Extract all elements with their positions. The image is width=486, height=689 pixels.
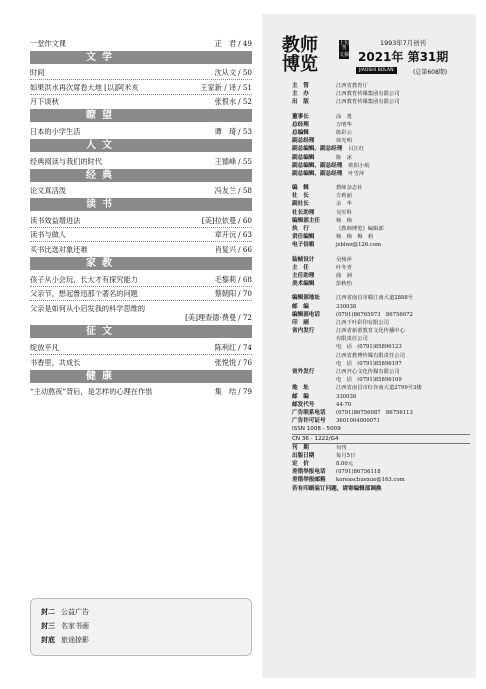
- info-value: 欧阳小航: [348, 162, 370, 169]
- info-row: [292, 137, 470, 145]
- toc-entry-title: 父亲是如何从小启发我的科学思维的: [30, 304, 146, 313]
- toc-entry[interactable]: [30, 126, 252, 136]
- info-label: 编辑部地址: [292, 295, 320, 302]
- info-value: koreaschuexue@163.com: [336, 477, 405, 484]
- toc-entry-author: 蔡朝阳 / 70: [214, 289, 252, 299]
- info-row: [292, 280, 470, 288]
- info-label: CN 36 - 1222/G4: [292, 435, 339, 442]
- toc-entry-page: / 66: [238, 244, 252, 254]
- toc-entry-author: 集 结 / 79: [214, 387, 252, 397]
- info-label: 副总编辑、副总经理: [292, 170, 343, 177]
- info-value: 徐光明: [336, 138, 352, 145]
- cover-item: [41, 605, 241, 619]
- info-value: 江西开心文化传媒有限公司: [336, 369, 400, 375]
- toc-entry-title: 书香里，共成长: [30, 358, 81, 367]
- logo-line-2: 博览: [282, 54, 318, 75]
- info-row: [292, 145, 470, 153]
- toc-entry[interactable]: [30, 274, 252, 284]
- toc-entry-title: 读书效益增进法: [30, 216, 81, 225]
- toc-entry-author: 冯友兰 / 58: [214, 186, 252, 196]
- info-value: 曲 洲: [336, 272, 352, 279]
- info-row: [292, 343, 470, 351]
- info-label: 社 长: [292, 193, 309, 200]
- info-label: [292, 360, 336, 368]
- info-value: 陈 冰: [336, 154, 352, 161]
- toc-entry-title: 经典阅读与我们的时代: [30, 157, 102, 166]
- toc-entry[interactable]: [30, 215, 252, 225]
- info-label: 副总经理: [292, 138, 315, 145]
- toc-entry-title: 时间: [30, 69, 45, 78]
- cover-label: 封三: [41, 622, 55, 630]
- info-label: 副总编辑、副总经理: [292, 146, 343, 153]
- info-label: 总编辑: [292, 129, 309, 136]
- section-header: 瞭望: [30, 109, 252, 122]
- total-issue: (总第608期): [413, 69, 448, 76]
- toc-entry[interactable]: [30, 156, 252, 166]
- info-label: 刊 期: [292, 444, 309, 451]
- toc-entry-title: 如果洪水再次席卷大地 [以]阿米亥: [30, 83, 139, 92]
- info-value: 江西省教博传媒有限责任公司: [336, 352, 405, 359]
- toc-entry-page: / 76: [238, 357, 252, 367]
- toc-entry-author: [美]拉依曼 / 60: [201, 215, 252, 225]
- info-label: 邮 编: [292, 393, 309, 400]
- toc-entry[interactable]: [30, 244, 252, 254]
- masthead-panel: [262, 14, 476, 678]
- info-row: [292, 360, 470, 368]
- info-value: 44-70: [336, 401, 352, 408]
- info-label: 广告许可证号: [292, 418, 326, 425]
- dotted-divider: [30, 94, 252, 95]
- info-value: (0791)86765973 86756072: [336, 311, 413, 318]
- info-row: [292, 376, 470, 384]
- info-label: 若有印刷装订问题，请寄编辑部调换: [292, 485, 382, 492]
- pinyin-title: JIAOSHI BOLAN: [356, 67, 397, 74]
- info-value: 《教师博览》编辑部: [336, 226, 384, 232]
- section-header: 家教: [30, 257, 252, 270]
- info-row: [292, 113, 470, 121]
- info-row: [292, 217, 470, 225]
- toc-entry-author: 王德峰 / 55: [214, 156, 252, 166]
- info-value: 叶雪萍: [348, 170, 365, 177]
- toc-entry-title: 论文真活泼: [30, 187, 66, 196]
- toc-entry-title: 绽放平凡: [30, 343, 59, 352]
- info-value: 江西省教育厅: [336, 83, 368, 89]
- info-row: [292, 162, 470, 170]
- info-row: [292, 368, 470, 376]
- info-row: [292, 303, 470, 311]
- info-label: ISSN 1008 - 5009: [292, 426, 341, 433]
- edition-tag-bottom: 文摘: [339, 52, 350, 58]
- cover-label: 封二: [41, 608, 55, 616]
- info-label: 编 辑: [292, 185, 309, 192]
- info-value: 电 话 (0791)85896109: [336, 377, 402, 384]
- info-value: 陈彩云: [336, 129, 352, 136]
- info-value: 涂 勇: [336, 113, 352, 120]
- info-value: 江西千叶彩印有限公司: [336, 319, 389, 326]
- info-value: 江西省南昌市红谷南大道2799号3楼: [336, 385, 422, 392]
- founded-date: 1993年7月创刊: [380, 39, 426, 47]
- info-row: [292, 184, 470, 192]
- dotted-divider: [30, 300, 252, 301]
- info-row: [292, 384, 470, 392]
- section-header: 经典: [30, 169, 252, 182]
- section-header: 读书: [30, 198, 252, 211]
- info-label: 邮发代号: [292, 401, 315, 408]
- info-row: [292, 452, 470, 460]
- cover-text: 名家书画: [61, 622, 89, 630]
- info-label: 副总编辑: [292, 154, 315, 161]
- toc-entry-title: 孩子从小会玩，长大才有探究能力: [30, 275, 138, 284]
- info-label: 差错举报电话: [292, 469, 326, 476]
- info-row: [292, 272, 470, 280]
- info-row: [292, 460, 470, 468]
- info-value: 3601004000071: [336, 418, 380, 425]
- info-value: 江西省新蕾教育文化传播中心: [336, 328, 405, 335]
- info-label: 责任编辑: [292, 234, 315, 241]
- info-label: 主任助理: [292, 272, 315, 279]
- info-label: 编辑部主任: [292, 217, 320, 224]
- info-value: 吕江红: [348, 146, 365, 153]
- info-row: [292, 335, 470, 343]
- toc-entry-page: / 68: [238, 274, 252, 284]
- info-row: [292, 468, 470, 476]
- toc-entry-author: [美]理查德·费曼 / 72: [185, 313, 252, 323]
- magazine-logo: [282, 36, 318, 74]
- info-label: [292, 352, 336, 360]
- toc-entry-title: 月下谈秋: [30, 98, 59, 107]
- info-label: 定 价: [292, 461, 309, 468]
- info-row: [292, 225, 470, 233]
- toc-entry[interactable]: [30, 303, 252, 313]
- cover-text: 公益广告: [61, 608, 89, 616]
- cover-item: [41, 633, 241, 647]
- toc-entry-author: 章开沅 / 63: [214, 230, 252, 240]
- info-value: 江西省南昌市赣江南大道2888号: [336, 295, 414, 302]
- info-row: [292, 319, 470, 327]
- info-value: 余 华: [336, 201, 352, 208]
- info-value: 叶冬青: [336, 264, 352, 271]
- toc-entry-title: 日本的小学生活: [30, 127, 81, 136]
- info-value: 杨 梅 梅 莉: [336, 234, 374, 241]
- info-label: 董事长: [292, 113, 309, 120]
- toc-entry-page: / 53: [238, 126, 252, 136]
- info-row: [292, 121, 470, 129]
- issue-number: 2021年 第31期: [358, 50, 449, 64]
- toc-entry[interactable]: [30, 82, 252, 92]
- info-label: 电子信箱: [292, 242, 315, 249]
- info-value: (0791)86756118: [336, 469, 381, 476]
- info-row: [292, 401, 470, 409]
- toc-entry-author: 陈利红 / 74: [214, 342, 252, 352]
- info-label: 主 办: [292, 91, 309, 98]
- info-row: [292, 352, 470, 360]
- dotted-divider: [30, 241, 252, 242]
- table-of-contents: [30, 38, 252, 396]
- info-row: [292, 485, 470, 493]
- toc-entry-page: / 60: [238, 215, 252, 225]
- info-row: [292, 444, 470, 452]
- info-value: 杨 梅: [336, 217, 352, 224]
- info-row: [292, 264, 470, 272]
- info-label: 美术编辑: [292, 281, 315, 288]
- info-label: 印 刷: [292, 319, 309, 326]
- info-row: [292, 209, 470, 217]
- section-header: 人文: [30, 139, 252, 152]
- logo-line-1: 教师: [282, 35, 318, 56]
- info-row: [292, 90, 470, 98]
- toc-entry-author: 张恨水 / 52: [214, 97, 252, 107]
- info-row: [292, 393, 470, 401]
- info-value: 方莉丽: [336, 193, 352, 200]
- toc-entry-page: / 72: [238, 313, 252, 323]
- info-label: [292, 343, 336, 351]
- info-value: jsblwz@126.com: [336, 242, 382, 249]
- info-row: [292, 82, 470, 90]
- toc-entry[interactable]: [30, 97, 252, 107]
- info-value: 江西教育传媒集团有限公司: [336, 99, 400, 106]
- info-value: 旬刊: [336, 444, 347, 451]
- toc-entry-title: 父亲节，想起鲁迅那个著名的问题: [30, 290, 138, 299]
- info-label: 副总编辑、副总经理: [292, 162, 343, 169]
- toc-entry-page: / 63: [238, 230, 252, 240]
- info-label: 执 行: [292, 226, 309, 232]
- info-value: 万明华: [336, 121, 352, 128]
- toc-entry-page: / 52: [238, 97, 252, 107]
- info-value: 电 话 (0791)85896123: [336, 344, 402, 351]
- toc-entry[interactable]: [30, 342, 252, 352]
- toc-entry-author: 沈从文 / 50: [214, 68, 252, 78]
- toc-entry-title: 一堂作文课: [30, 39, 66, 48]
- info-label: 省外发行: [292, 369, 315, 375]
- info-label: 装帧设计: [292, 256, 315, 263]
- info-value: 彭秋怡: [336, 281, 352, 288]
- toc-entry-page: / 74: [238, 342, 252, 352]
- info-label: [292, 335, 336, 343]
- toc-entry-author: 王家新 / 译 / 51: [200, 82, 252, 92]
- dotted-divider: [30, 227, 252, 228]
- info-row: [292, 192, 470, 200]
- toc-entry-page: / 79: [238, 387, 252, 397]
- info-row: [292, 233, 470, 241]
- dotted-divider: [30, 286, 252, 287]
- section-header: 文学: [30, 51, 252, 64]
- toc-entry-title: “主动熬夜”背后，是怎样的心理在作祟: [30, 388, 153, 397]
- toc-entry[interactable]: [30, 68, 252, 78]
- info-row: [292, 241, 470, 249]
- info-row: [292, 476, 470, 484]
- dotted-divider: [30, 354, 252, 355]
- toc-entry-page: / 55: [238, 156, 252, 166]
- info-value: 教师杂志社: [336, 185, 363, 192]
- info-label: 主 管: [292, 83, 309, 89]
- info-value: (0791)86756087 86756113: [336, 409, 413, 416]
- toc-entry-author: 正 君 / 49: [214, 38, 252, 48]
- info-row: [292, 170, 470, 178]
- info-label: 出 版: [292, 99, 309, 106]
- info-row: [292, 200, 470, 208]
- info-label: 编辑部电话: [292, 311, 320, 318]
- toc-entry-author: 肖复兴 / 66: [214, 244, 252, 254]
- info-row: [292, 435, 470, 444]
- info-value: 江西教育传媒集团有限公司: [336, 91, 400, 98]
- cover-text: 旅途掠影: [61, 636, 89, 644]
- toc-entry[interactable]: [30, 313, 252, 323]
- toc-entry-page: / 50: [238, 68, 252, 78]
- cover-item: [41, 619, 241, 633]
- info-value: 电 话 (0791)85896197: [336, 360, 402, 367]
- toc-entry-page: / 49: [238, 38, 252, 48]
- toc-entry[interactable]: [30, 387, 252, 397]
- info-label: 广告联系电话: [292, 409, 326, 416]
- info-row: [292, 327, 470, 335]
- toc-entry-author: 谭 琦 / 53: [214, 126, 252, 136]
- info-label: 地 址: [292, 385, 309, 392]
- toc-entry-author: 毛黎莉 / 68: [214, 274, 252, 284]
- edition-tag: [339, 40, 349, 59]
- info-row: [292, 154, 470, 162]
- section-header: 征文: [30, 325, 252, 338]
- info-value: 吴军科: [336, 209, 352, 216]
- info-label: 副社长: [292, 201, 309, 208]
- info-row: [292, 256, 470, 264]
- info-value: 每月5日: [336, 452, 356, 459]
- edition-tag-top: 上旬刊: [339, 40, 350, 51]
- info-value: 330038: [336, 303, 357, 310]
- toc-entry[interactable]: [30, 186, 252, 196]
- info-row: [292, 409, 470, 417]
- info-label: 邮 编: [292, 303, 309, 310]
- info-label: 差错举报邮箱: [292, 477, 326, 484]
- publication-info: [292, 82, 470, 493]
- toc-entry[interactable]: [30, 357, 252, 367]
- info-value: 8.00元: [336, 461, 354, 468]
- info-row: [292, 311, 470, 319]
- info-label: 出版日期: [292, 452, 315, 459]
- info-value: 330038: [336, 393, 357, 400]
- info-label: 社长助理: [292, 209, 315, 216]
- cover-label: 封底: [41, 636, 55, 644]
- info-label: 主 任: [292, 264, 309, 271]
- toc-entry[interactable]: [30, 38, 252, 48]
- info-row: [292, 129, 470, 137]
- info-label: [292, 376, 336, 384]
- toc-entry[interactable]: [30, 289, 252, 299]
- toc-entry-title: 买书比选对象还难: [30, 245, 88, 254]
- toc-entry-page: / 51: [238, 82, 252, 92]
- info-label: 总经理: [292, 121, 309, 128]
- info-row: [292, 98, 470, 106]
- toc-entry-author: 张悦悦 / 76: [214, 357, 252, 367]
- toc-entry-page: / 70: [238, 289, 252, 299]
- info-row: [292, 417, 470, 425]
- toc-entry-title: 读书与做人: [30, 231, 66, 240]
- info-row: [292, 294, 470, 302]
- info-value: 吴杨萍: [336, 256, 352, 263]
- toc-entry-page: / 58: [238, 186, 252, 196]
- info-row: [292, 425, 470, 434]
- section-header: 健康: [30, 370, 252, 383]
- info-value: 有限责任公司: [336, 336, 368, 343]
- cover-list: [30, 598, 252, 656]
- dotted-divider: [30, 79, 252, 80]
- toc-entry[interactable]: [30, 230, 252, 240]
- info-label: 省内发行: [292, 328, 315, 335]
